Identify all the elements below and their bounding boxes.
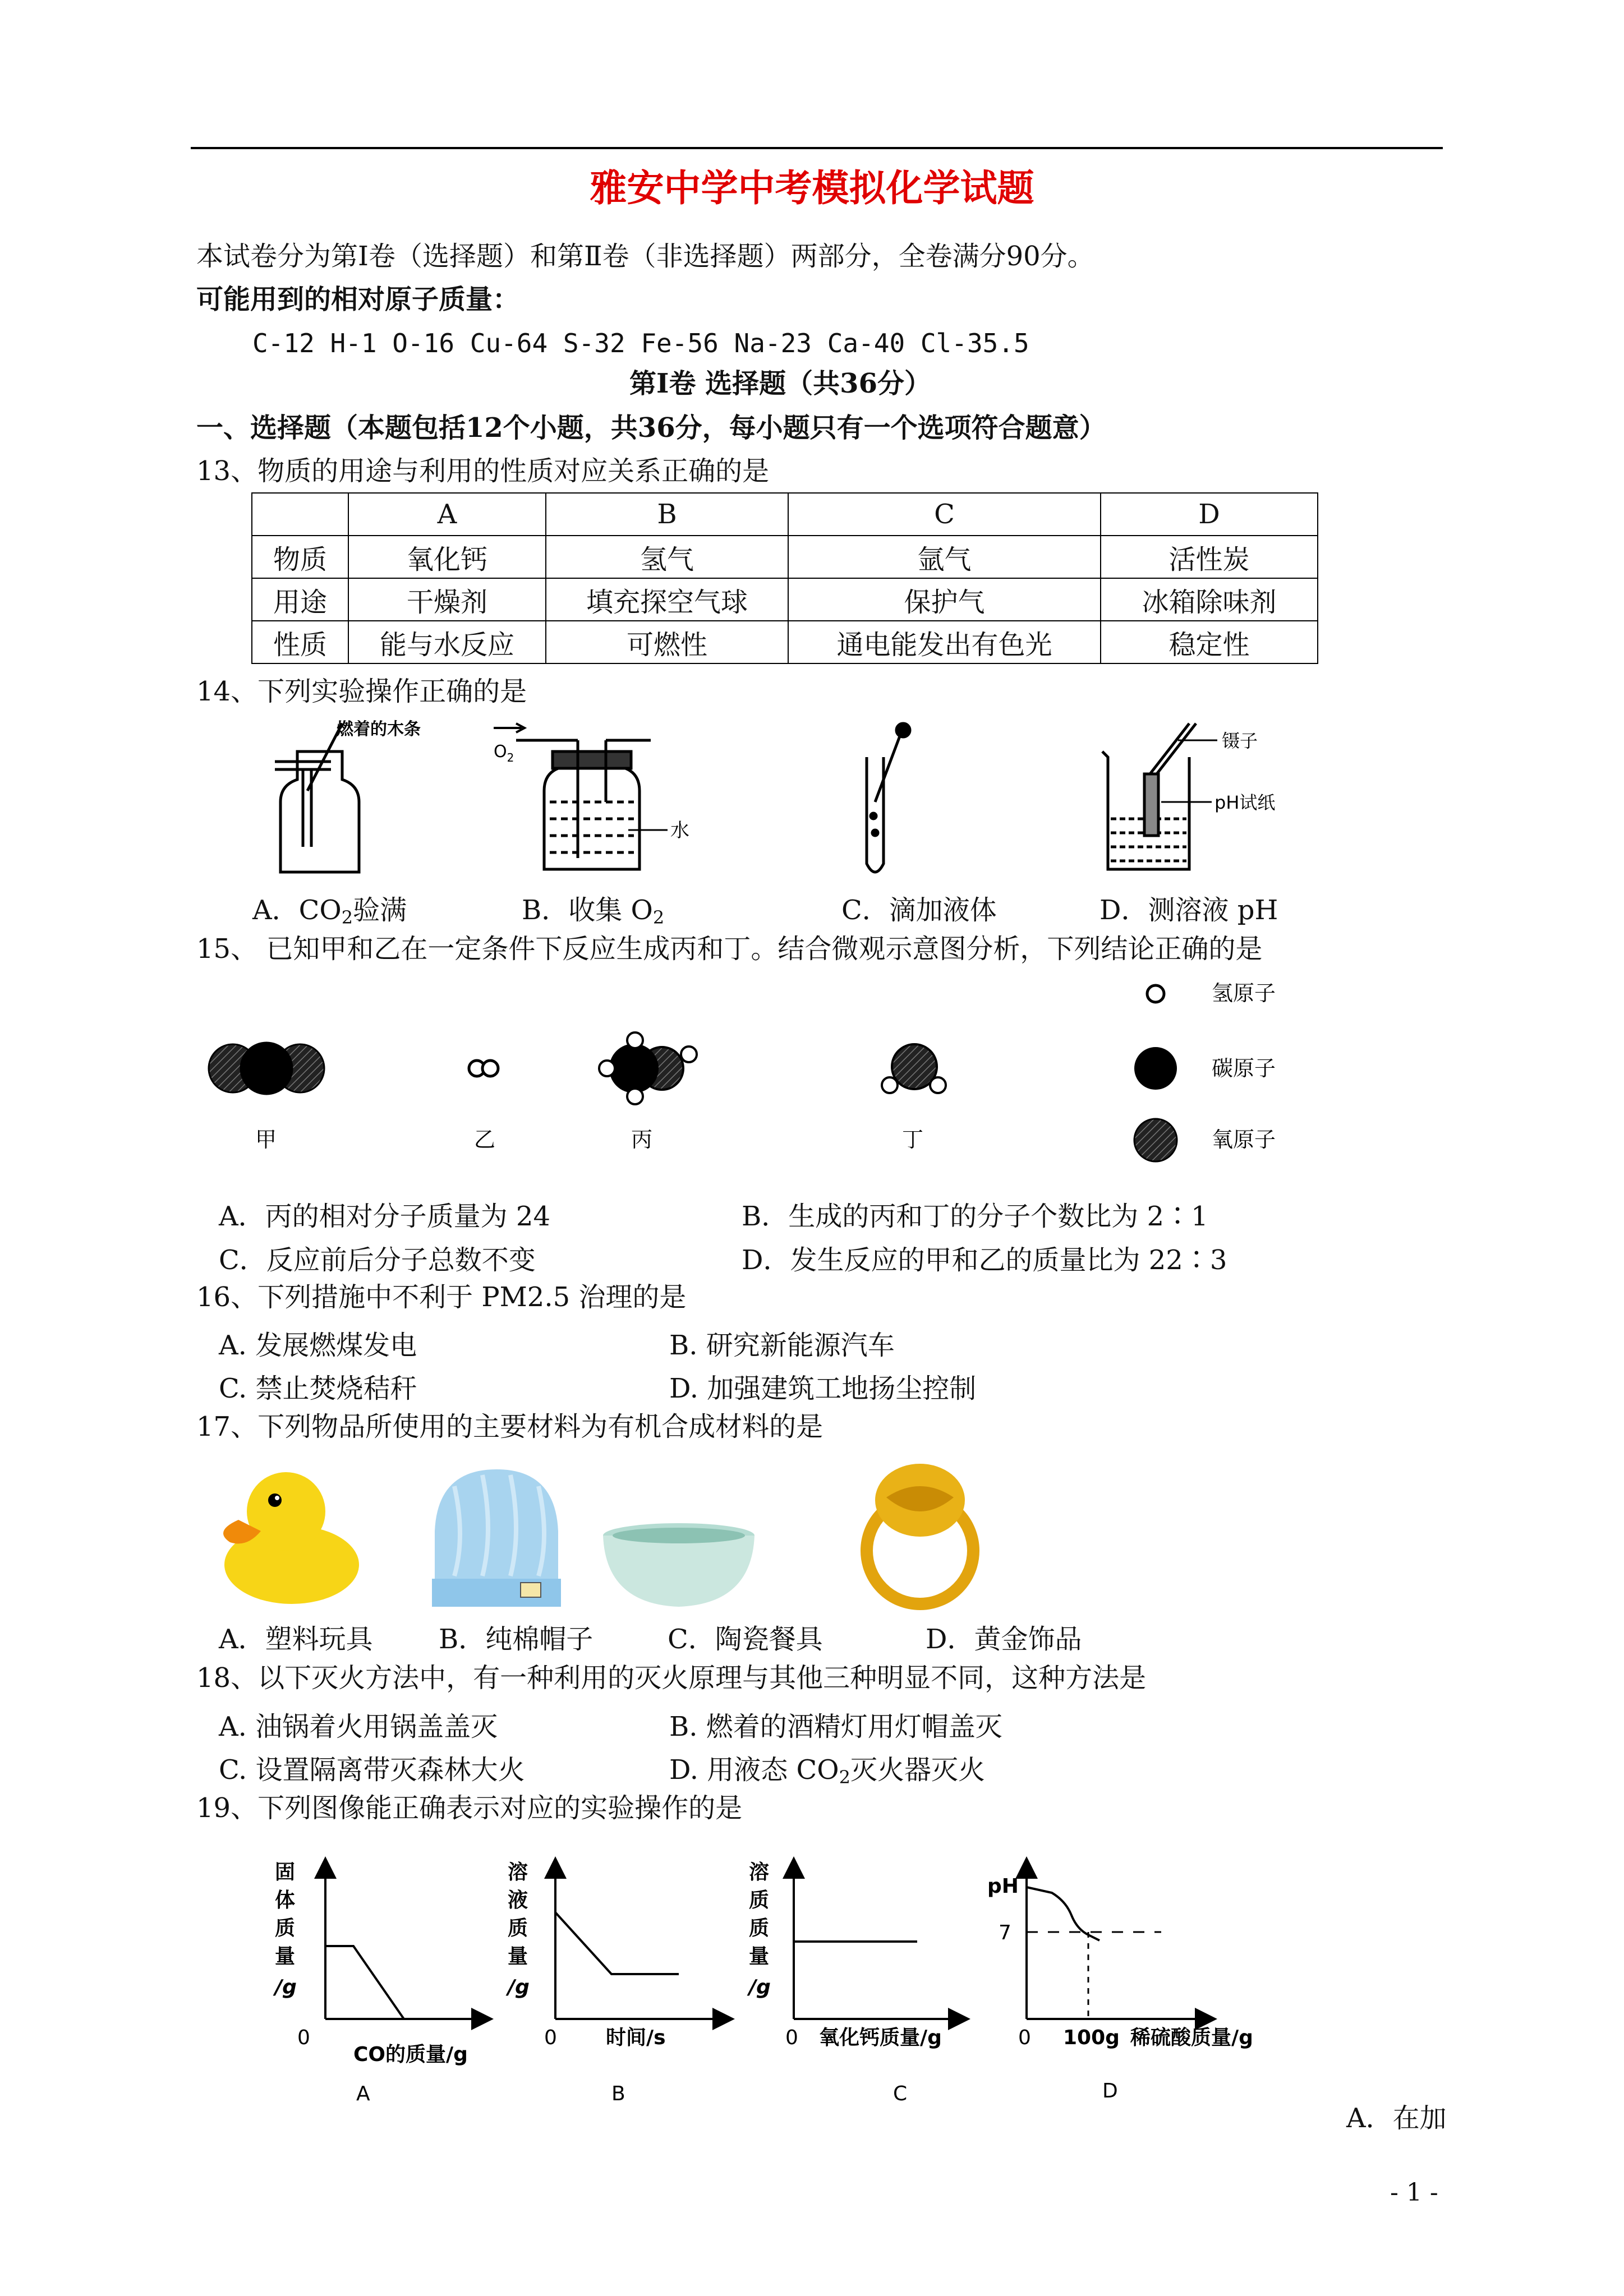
x-tick-label: 100g — [1063, 2026, 1120, 2049]
graph-caption: A — [356, 2082, 370, 2105]
q14-option-a: A．$CO_2$验满 — [252, 895, 407, 928]
q15-molecule-figure — [202, 976, 1352, 1178]
top-rule — [191, 147, 1443, 149]
q18-stem: 18、以下灭火方法中，有一种利用的灭火原理与其他三种明显不同，这种方法是 — [196, 1662, 1147, 1694]
axis-label: 质 — [749, 1889, 770, 1912]
q16-option-a: A. 发展燃煤发电 — [219, 1330, 417, 1361]
q19-graphs-figure — [264, 1851, 1313, 2131]
table-cell: 氢气 — [546, 536, 788, 578]
graph-b — [505, 1861, 724, 2105]
graph-a — [273, 1861, 482, 2105]
section1-heading: 一、选择题（本题包括12个小题，共36分，每小题只有一个选项符合题意） — [196, 412, 1106, 444]
axis-label: 溶 — [508, 1861, 528, 1884]
q13-stem: 13、物质的用途与利用的性质对应关系正确的是 — [196, 455, 770, 487]
axis-label: /g — [749, 1976, 771, 1999]
table-cell: 冰箱除味剂 — [1101, 578, 1318, 621]
molecule-ding-icon — [882, 1044, 946, 1093]
graph-caption: B — [611, 2082, 625, 2105]
axis-label: 量 — [749, 1945, 770, 1968]
axis-label: 液 — [508, 1889, 528, 1912]
molecule-label: 乙 — [474, 1127, 496, 1152]
table-cell: 干燥剂 — [348, 578, 546, 621]
test-tube-icon — [867, 723, 910, 872]
q17-option-c: C．陶瓷餐具 — [668, 1624, 823, 1655]
q15-option-c: C．反应前后分子总数不变 — [219, 1244, 536, 1276]
y-tick-label: 7 — [999, 1921, 1011, 1944]
table-cell: 可燃性 — [546, 621, 788, 663]
page-title: 雅安中学中考模拟化学试题 — [590, 166, 1034, 210]
water-label: 水 — [670, 819, 689, 842]
table-cell: 通电能发出有色光 — [788, 621, 1101, 663]
q17-option-a: A．塑料玩具 — [219, 1624, 373, 1655]
q16-option-b: B. 研究新能源汽车 — [669, 1330, 895, 1361]
q18-option-c: C. 设置隔离带灭森林大火 — [219, 1754, 525, 1786]
table-row — [252, 578, 1318, 621]
carbon-atom-icon — [1134, 1047, 1177, 1090]
q17-stem: 17、下列物品所使用的主要材料为有机合成材料的是 — [196, 1411, 823, 1442]
molecule-label: 丙 — [631, 1127, 653, 1152]
table-cell: 氩气 — [788, 536, 1101, 578]
legend-label: 氧原子 — [1212, 1127, 1276, 1152]
molecule-label: 丁 — [902, 1127, 924, 1152]
table-cell: B — [546, 493, 788, 536]
table-cell: 保护气 — [788, 578, 1101, 621]
origin-label: 0 — [297, 2026, 310, 2049]
table-cell: 能与水反应 — [348, 621, 546, 663]
ph-paper-label: pH试纸 — [1214, 792, 1276, 813]
axis-label: 质 — [275, 1917, 296, 1940]
q15-stem: 15、 已知甲和乙在一定条件下反应生成丙和丁。结合微观示意图分析，下列结论正确的是 — [196, 933, 1263, 965]
ceramic-bowl-icon — [603, 1523, 755, 1607]
q17-option-b: B．纯棉帽子 — [439, 1624, 594, 1655]
x-axis-label: 时间/s — [606, 2026, 666, 2049]
molecule-bing-icon — [599, 1032, 697, 1104]
x-axis-label: 稀硫酸质量/g — [1130, 2026, 1253, 2049]
q14-option-c: C．滴加液体 — [841, 895, 997, 926]
legend-label: 氢原子 — [1212, 981, 1276, 1006]
table-cell: 氧化钙 — [348, 536, 546, 578]
hydrogen-atom-icon — [1147, 985, 1164, 1002]
q16-option-c: C. 禁止焚烧秸秆 — [219, 1373, 417, 1404]
molecule-yi-icon — [469, 1061, 498, 1076]
q18-option-d: D. 用液态 $CO_2$灭火器灭火 — [669, 1754, 986, 1788]
q14-stem: 14、下列实验操作正确的是 — [196, 676, 527, 707]
axis-label: 量 — [275, 1945, 296, 1968]
table-header-row — [252, 493, 1318, 536]
graph-a-curve — [325, 1946, 404, 2019]
table-cell — [252, 493, 348, 536]
table-cell: 性质 — [252, 621, 348, 663]
q16-stem: 16、下列措施中不利于 PM2.5 治理的是 — [196, 1281, 687, 1313]
atomic-mass-label: 可能用到的相对原子质量： — [196, 284, 520, 315]
q18-option-a: A. 油锅着火用锅盖盖灭 — [219, 1711, 498, 1742]
beaker-icon — [1102, 723, 1217, 869]
q15-option-d: D．发生反应的甲和乙的质量比为 22∶3 — [742, 1244, 1227, 1276]
q14-option-d: D．测溶液 pH — [1099, 895, 1278, 926]
table-cell: 稳定性 — [1101, 621, 1318, 663]
axis-label: 质 — [749, 1917, 770, 1940]
legend-label: 碳原子 — [1212, 1056, 1276, 1081]
axis-label: /g — [275, 1976, 297, 1999]
axis-label: /g — [508, 1976, 530, 1999]
table-cell: 用途 — [252, 578, 348, 621]
rubber-duck-icon — [223, 1472, 359, 1604]
table-row — [252, 536, 1318, 578]
graph-d — [987, 1868, 1253, 2103]
q18-option-b: B. 燃着的酒精灯用灯帽盖灭 — [669, 1711, 1002, 1742]
graph-caption: D — [1102, 2080, 1118, 2103]
oxygen-atom-icon — [1134, 1119, 1177, 1161]
graph-caption: C — [893, 2082, 908, 2105]
graph-b-curve — [555, 1912, 679, 1974]
q16-option-d: D. 加强建筑工地扬尘控制 — [669, 1373, 977, 1404]
o2-label: $O_2$ — [494, 742, 514, 764]
q17-option-d: D．黄金饰品 — [926, 1624, 1082, 1655]
table-cell: 物质 — [252, 536, 348, 578]
origin-label: 0 — [785, 2026, 798, 2049]
table-cell: 填充探空气球 — [546, 578, 788, 621]
atomic-mass-list: C-12 H-1 O-16 Cu-64 S-32 Fe-56 Na-23 Ca-40 Cl-35.5 — [252, 328, 1029, 358]
part1-heading: 第Ⅰ卷 选择题（共36分） — [629, 368, 931, 399]
origin-label: 0 — [544, 2026, 557, 2049]
graph-c — [747, 1861, 959, 2105]
x-axis-label: CO的质量/g — [353, 2043, 468, 2066]
q19-trailing-text: A．在加 — [1346, 2103, 1447, 2134]
x-axis-label: 氧化钙质量/g — [819, 2026, 942, 2049]
knit-hat-icon — [432, 1469, 561, 1607]
q14-option-b: B．收集 $O_2$ — [522, 895, 665, 928]
molecule-jia-icon — [209, 1043, 324, 1094]
gold-ring-icon — [867, 1464, 973, 1604]
table-cell: D — [1101, 493, 1318, 536]
axis-label: 质 — [508, 1917, 528, 1940]
molecule-label: 甲 — [255, 1127, 277, 1152]
burning-stick-label: 燃着的木条 — [337, 720, 421, 739]
table-row — [252, 621, 1318, 663]
q17-items-figure — [213, 1453, 1027, 1615]
q19-stem: 19、下列图像能正确表示对应的实验操作的是 — [196, 1792, 743, 1824]
table-cell: C — [788, 493, 1101, 536]
gas-bottle-icon — [275, 723, 359, 872]
q15-option-b: B．生成的丙和丁的分子个数比为 2∶1 — [742, 1201, 1208, 1232]
page-number: - 1 - — [1390, 2178, 1438, 2207]
q15-option-a: A．丙的相对分子质量为 24 — [219, 1201, 551, 1232]
axis-label: 量 — [508, 1945, 528, 1968]
origin-label: 0 — [1018, 2026, 1031, 2049]
q14-apparatus-figure — [247, 718, 1313, 886]
axis-label: 体 — [275, 1889, 296, 1912]
water-bottle-icon — [494, 723, 668, 869]
legend — [1134, 981, 1276, 1161]
table-cell: A — [348, 493, 546, 536]
table-cell: 活性炭 — [1101, 536, 1318, 578]
axis-label: 固 — [275, 1861, 296, 1884]
axis-label: 溶 — [749, 1861, 770, 1884]
y-axis-label: pH — [987, 1875, 1019, 1898]
q13-table — [251, 492, 1318, 664]
intro-text: 本试卷分为第Ⅰ卷（选择题）和第Ⅱ卷（非选择题）两部分，全卷满分90分。 — [196, 241, 1094, 272]
tweezers-label: 镊子 — [1222, 730, 1258, 751]
